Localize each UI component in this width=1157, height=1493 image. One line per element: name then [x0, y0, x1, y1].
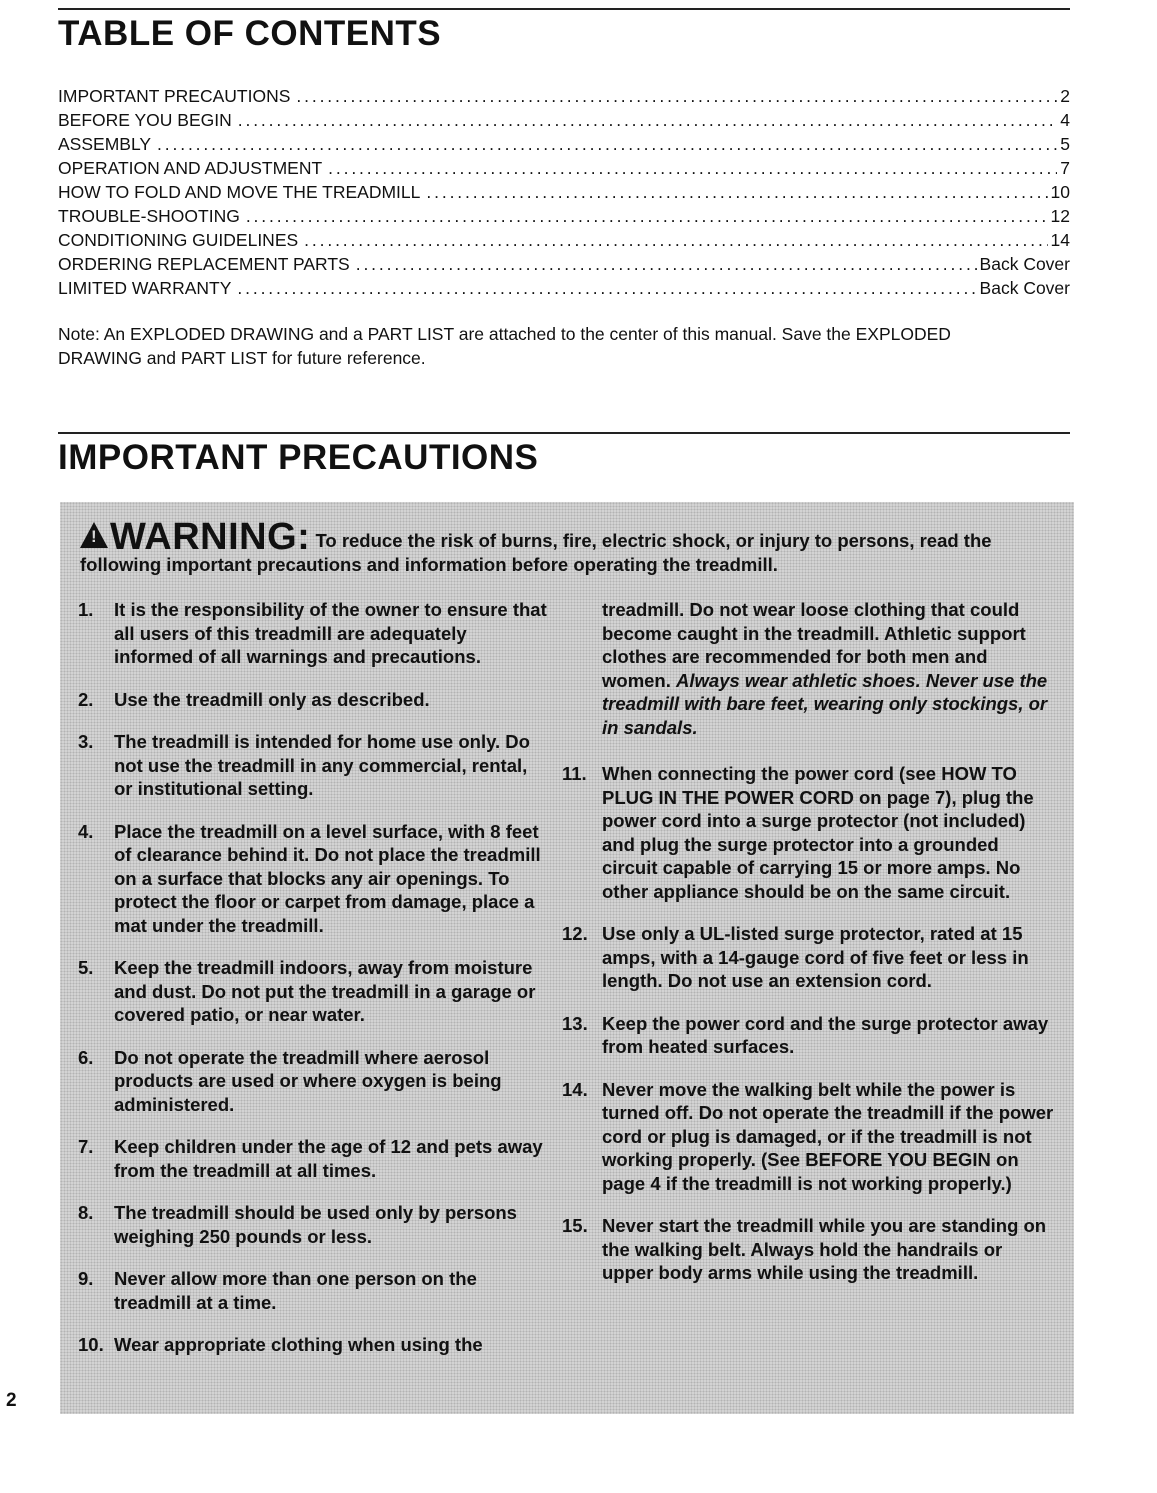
item-text: Never start the treadmill while you are standing on the walking belt. Always hold the handrails or upper body arms while using the treadmill.: [602, 1215, 1047, 1283]
precautions-title: IMPORTANT PRECAUTIONS: [58, 438, 539, 477]
list-item: [562, 762, 1056, 903]
toc-entry[interactable]: [58, 108, 1070, 132]
item-number: 14.: [562, 1078, 588, 1100]
toc-entry-title: ORDERING REPLACEMENT PARTS: [58, 254, 350, 274]
list-item: [562, 1078, 1056, 1196]
list-item: [78, 1201, 548, 1248]
item-number: 11.: [562, 763, 587, 784]
list-item: [562, 1012, 1056, 1059]
warning-panel: [60, 502, 1074, 1414]
toc-entry-page: 4: [1060, 110, 1070, 130]
toc-entry-page: Back Cover: [979, 254, 1070, 274]
item-number: 12.: [562, 923, 588, 944]
list-item: [562, 1214, 1056, 1285]
list-item: [78, 1135, 548, 1182]
toc-entry-title: CONDITIONING GUIDELINES: [58, 230, 299, 250]
toc-entry-page: 7: [1060, 158, 1070, 178]
item-text: Keep the treadmill indoors, away from moisture and dust. Do not put the treadmill in a garage or covered patio, or near water.: [114, 957, 536, 1025]
item-text: Use the treadmill only as described.: [114, 688, 430, 710]
toc-entry-title: OPERATION AND ADJUSTMENT: [58, 158, 323, 178]
item-number: 13.: [562, 1012, 588, 1034]
item-italic-text: Always wear athletic shoes. Never use the treadmill with bare feet, wearing only stockings, or in sandals.: [602, 669, 1048, 738]
item-text: The treadmill is intended for home use only. Do not use the treadmill in any commercial, rental, or institutional setting.: [114, 731, 530, 799]
item-number: 10.: [78, 1334, 104, 1355]
leader-dots: [238, 108, 1058, 132]
item-number: 5.: [78, 957, 94, 978]
toc-entry[interactable]: [58, 132, 1070, 156]
item-number: 2.: [78, 688, 94, 710]
item-text: treadmill. Do not wear loose clothing that could become caught in the treadmill. Athletic support clothes are recommended for both men and women.: [602, 599, 1026, 691]
item-text: It is the responsibility of the owner to ensure that all users of this treadmill are adequately informed of all warnings and precautions.: [114, 599, 547, 667]
toc-entry-title: BEFORE YOU BEGIN: [58, 110, 232, 130]
warning-triangle-icon: [80, 522, 108, 548]
item-number: 4.: [78, 820, 94, 842]
page-number: 2: [6, 1390, 17, 1411]
toc-title: TABLE OF CONTENTS: [58, 14, 442, 53]
toc-entry-title: LIMITED WARRANTY: [58, 278, 232, 298]
toc-entry-page: 2: [1060, 86, 1070, 106]
list-item: [562, 922, 1056, 993]
leader-dots: [304, 228, 1047, 252]
toc-entry[interactable]: [58, 228, 1070, 252]
leader-dots: [356, 252, 977, 276]
toc-entry-page: 14: [1050, 230, 1070, 250]
item-text: Never move the walking belt while the power is turned off. Do not operate the treadmill if the power cord or plug is damaged, or if the treadmill is not working properly. (See BEFORE YOU BEGIN on page 4 if the treadmill is not working properly.): [602, 1078, 1054, 1194]
list-item: [78, 1046, 548, 1117]
toc-entry-page: 5: [1060, 134, 1070, 154]
leader-dots: [246, 204, 1048, 228]
leader-dots: [426, 180, 1047, 204]
list-item: [78, 1333, 548, 1357]
item-number: 7.: [78, 1136, 94, 1157]
toc-entry-page: Back Cover: [979, 278, 1070, 298]
leader-dots: [157, 132, 1057, 156]
toc-list: [58, 84, 1070, 300]
toc-entry-page: 10: [1050, 182, 1070, 202]
toc-entry[interactable]: [58, 156, 1070, 180]
toc-entry[interactable]: [58, 84, 1070, 108]
item-text: When connecting the power cord (see HOW TO PLUG IN THE POWER CORD on page 7), plug the power cord into a surge protector (not included) and plug the surge protector into a grounded circuit capable of carrying 15 or more amps. No other appliance should be on the same circuit.: [602, 763, 1034, 902]
item-text: Place the treadmill on a level surface, with 8 feet of clearance behind it. Do not place the treadmill on a surface that blocks any air openings. To protect the floor or carpet from damage, place a mat under the treadmill.: [114, 820, 541, 936]
item-number: 6.: [78, 1046, 94, 1068]
item-text: Wear appropriate clothing when using the: [114, 1334, 483, 1355]
precautions-left-column: [78, 598, 548, 1376]
toc-entry-title: TROUBLE-SHOOTING: [58, 206, 240, 226]
item-number: 8.: [78, 1202, 94, 1223]
list-item: [78, 1267, 548, 1314]
toc-entry-title: HOW TO FOLD AND MOVE THE TREADMILL: [58, 182, 421, 202]
item-10-continuation: [562, 598, 1056, 739]
toc-entry[interactable]: [58, 180, 1070, 204]
item-number: 15.: [562, 1215, 588, 1236]
leader-dots: [328, 156, 1057, 180]
list-item: [78, 820, 548, 938]
toc-entry[interactable]: [58, 276, 1070, 300]
item-text: Keep the power cord and the surge protector away from heated surfaces.: [602, 1012, 1049, 1057]
warning-text: To reduce the risk of burns, fire, electric shock, or injury to persons, read the following important precautions and information before operating the treadmill.: [80, 530, 992, 575]
list-item: [78, 730, 548, 801]
leader-dots: [237, 276, 976, 300]
precautions-right-column: [562, 598, 1056, 1304]
precautions-top-rule: [58, 432, 1070, 434]
item-text: Use only a UL-listed surge protector, rated at 15 amps, with a 14-gauge cord of five feet or less in length. Do not use an extension cord.: [602, 923, 1029, 991]
toc-top-rule: [58, 8, 1070, 10]
item-number: 9.: [78, 1268, 94, 1289]
list-item: [78, 956, 548, 1027]
item-text: The treadmill should be used only by persons weighing 250 pounds or less.: [114, 1202, 517, 1247]
item-number: 1.: [78, 599, 94, 620]
list-item: [78, 688, 548, 712]
leader-dots: [296, 84, 1057, 108]
toc-entry[interactable]: [58, 252, 1070, 276]
toc-note: Note: An EXPLODED DRAWING and a PART LIST are attached to the center of this manual. Save the EXPLODED DRAWING and PART LIST for future reference.: [58, 324, 951, 368]
warning-header: [80, 516, 1060, 577]
list-item: [78, 598, 548, 669]
toc-entry[interactable]: [58, 204, 1070, 228]
toc-entry-title: ASSEMBLY: [58, 134, 152, 154]
toc-entry-title: IMPORTANT PRECAUTIONS: [58, 86, 291, 106]
item-text: Do not operate the treadmill where aerosol products are used or where oxygen is being administered.: [114, 1046, 502, 1115]
warning-label: WARNING:: [110, 516, 311, 558]
toc-entry-page: 12: [1050, 206, 1070, 226]
item-text: Keep children under the age of 12 and pets away from the treadmill at all times.: [114, 1136, 543, 1181]
item-text: Never allow more than one person on the treadmill at a time.: [114, 1268, 477, 1313]
item-number: 3.: [78, 731, 94, 752]
